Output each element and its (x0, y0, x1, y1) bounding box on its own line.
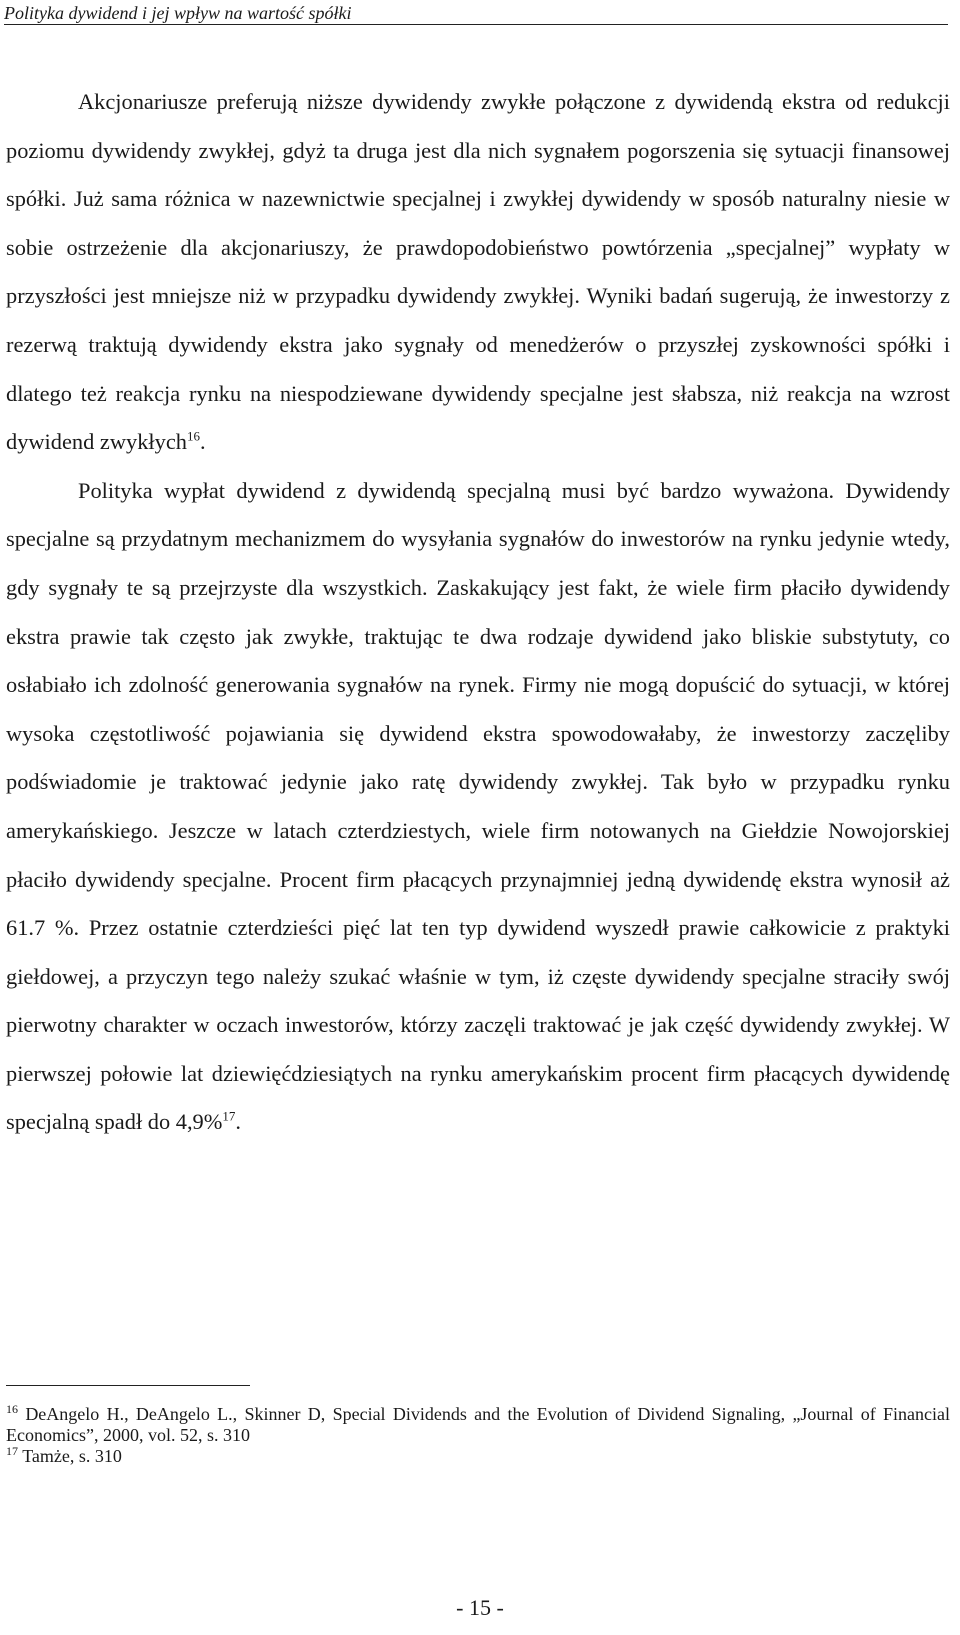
footnote-16 (6, 1404, 950, 1446)
footnote-separator (6, 1385, 250, 1386)
paragraph-2-text: Polityka wypłat dywidend z dywidendą specjalną musi być bardzo wyważona. Dywidendy specjalne są przydatnym mechanizmem do wysyłania sygnałów do inwestorów na rynku jedynie wtedy, gdy sygnały te są przejrzyste dla wszystkich. Zaskakujący jest fakt, że wiele firm płaciło dywidendy ekstra prawie tak często jak zwykłe, traktując te dwa rodzaje dywidend jako bliskie substytuty, co osłabiało ich zdolność generowania sygnałów na rynek. Firmy nie mogą dopuścić do sytuacji, w której wysoka częstotliwość pojawiania się dywidend ekstra spowodowałaby, że inwestorzy zaczęliby podświadomie je traktować jedynie jako ratę dywidendy zwykłej. Tak było w przypadku rynku amerykańskiego. Jeszcze w latach czterdziestych, wiele firm notowanych na Giełdzie Nowojorskiej płaciło dywidendy specjalne. Procent firm płacących przynajmniej jedną dywidendę ekstra wynosił aż 61.7 %. Przez ostatnie czterdzieści pięć lat ten typ dywidend wyszedł prawie całkowicie z praktyki giełdowej, a przyczyn tego należy szukać właśnie w tym, iż częste dywidendy specjalne straciły swój pierwotny charakter w oczach inwestorów, którzy zaczęli traktować je jak część dywidendy zwykłej. W pierwszej połowie lat dziewięćdziesiątych na rynku amerykańskim procent firm płacących dywidendę specjalną spadł do 4,9% (6, 477, 950, 1135)
footnote-text: DeAngelo H., DeAngelo L., Skinner D, Special Dividends and the Evolution of Dividend Signaling, „Journal of Financial Economics”, 2000, vol. 52, s. 310 (6, 1404, 951, 1445)
running-title: Polityka dywidend i jej wpływ na wartość spółki (4, 3, 352, 23)
paragraph-1 (6, 78, 950, 467)
running-header (4, 2, 948, 25)
paragraph-1-text: Akcjonariusze preferują niższe dywidendy zwykłe połączone z dywidendą ekstra od redukcji poziomu dywidendy zwykłej, gdyż ta druga jest dla nich sygnałem pogorszenia się sytuacji finansowej spółki. Już sama różnica w nazewnictwie specjalnej i zwykłej dywidendy w sposób naturalny niesie w sobie ostrzeżenie dla akcjonariuszy, że prawdopodobieństwo powtórzenia „specjalnej” wypłaty w przyszłości jest mniejsze niż w przypadku dywidendy zwykłej. Wyniki badań sugerują, że inwestorzy z rezerwą traktują dywidendy ekstra jako sygnały od menedżerów o przyszłej zyskowności spółki i dlatego też reakcja rynku na niespodziewane dywidendy specjalne jest słabsza, niż reakcja na wzrost dywidend zwykłych (6, 89, 950, 455)
footnotes (6, 1404, 950, 1467)
paragraph-2 (6, 467, 950, 1147)
footnote-17 (6, 1446, 950, 1467)
footnote-number: 16 (6, 1402, 18, 1416)
footnote-ref-16[interactable]: 16 (186, 428, 200, 444)
paragraph-2-end: . (235, 1109, 241, 1135)
footnote-number: 17 (6, 1444, 18, 1458)
footnote-text: Tamże, s. 310 (22, 1446, 122, 1466)
page-number: - 15 - (456, 1595, 504, 1620)
paragraph-1-end: . (199, 429, 206, 455)
footnote-ref-17[interactable]: 17 (222, 1109, 236, 1124)
main-text (6, 78, 950, 1147)
